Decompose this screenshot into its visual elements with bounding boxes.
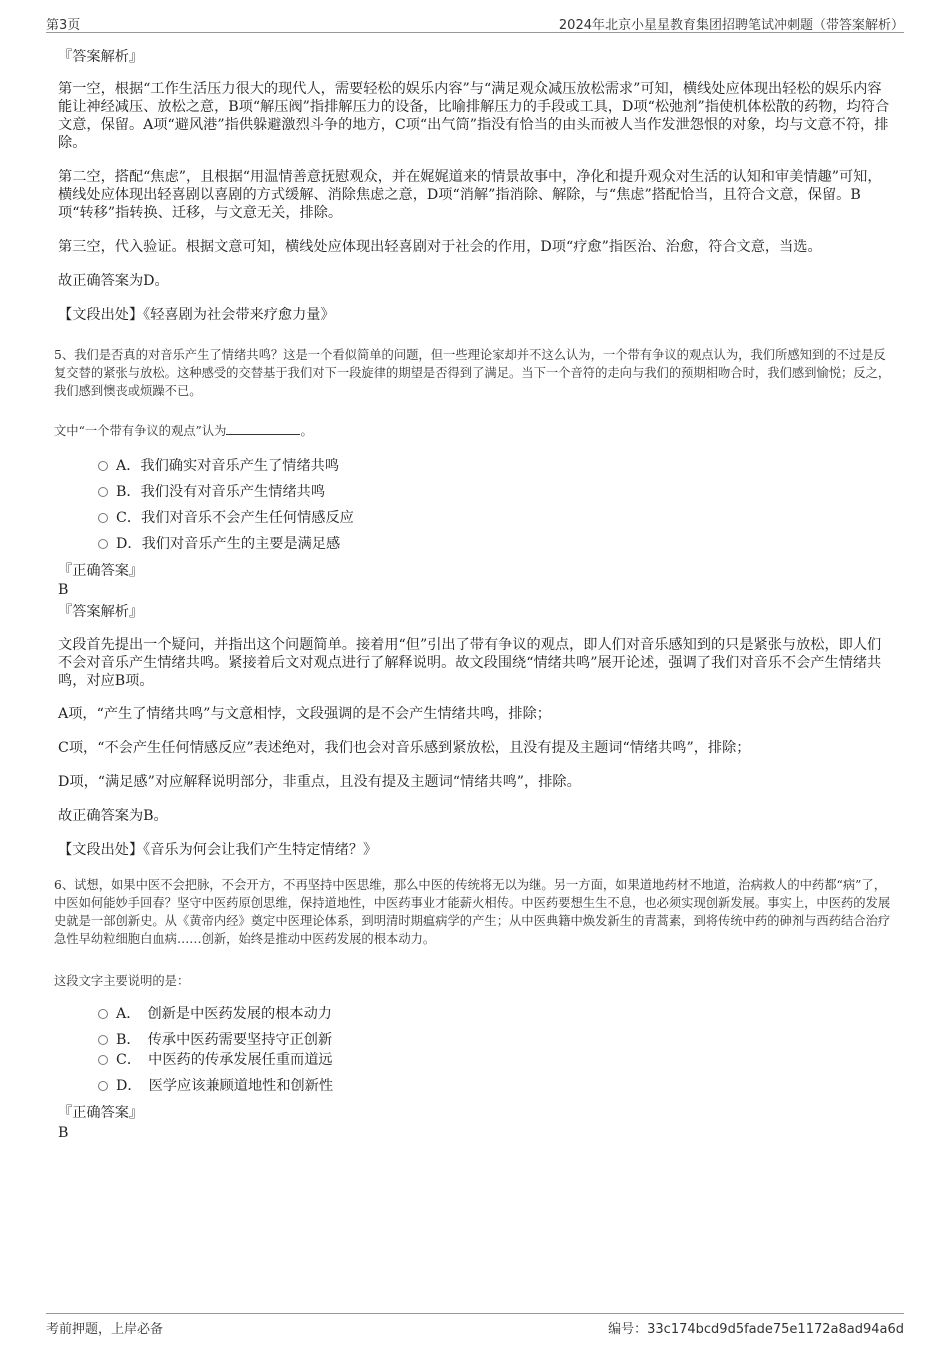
option-d[interactable]: D．我们对音乐产生的主要是满足感 — [98, 534, 340, 554]
option-c[interactable]: C． 中医药的传承发展任重而道远 — [98, 1050, 333, 1070]
radio-icon[interactable] — [98, 513, 108, 523]
analysis-paragraph: 第三空，代入验证。根据文意可知，横线处应体现出轻喜剧对于社会的作用，D项“疗愈”指医治、治愈，符合文意，当选。 — [58, 239, 822, 255]
page-header — [46, 14, 904, 33]
option-a[interactable]: A． 创新是中医药发展的根本动力 — [98, 1004, 332, 1024]
analysis-paragraph: 第二空，搭配“焦虑”，且根据“用温情善意抚慰观众，并在娓娓道来的情景故事中，净化和提升观众对生活的认知和审美情趣”可知，横线处应体现出轻喜剧以喜剧的方式缓解、消除焦虑之意，D项“消解”指消除、解除，与“焦虑”搭配恰当，且符合文意，保留。B项“转移”指转换、迁移，与文意无关，排除。 — [58, 169, 882, 221]
answer-blank — [226, 424, 300, 435]
answer-tag: 『正确答案』 — [58, 563, 144, 579]
answer-conclusion: 故正确答案为D。 — [58, 273, 169, 289]
analysis-tag: 『答案解析』 — [58, 49, 144, 65]
correct-answer: B — [58, 1125, 69, 1141]
option-c[interactable]: C．我们对音乐不会产生任何情感反应 — [98, 508, 354, 528]
radio-icon[interactable] — [98, 461, 108, 471]
option-a[interactable]: A．我们确实对音乐产生了情绪共鸣 — [98, 456, 339, 476]
correct-answer: B — [58, 582, 69, 598]
source-citation: 【文段出处】《轻喜剧为社会带来疗愈力量》 — [58, 307, 335, 323]
analysis-paragraph: D项，“满足感”对应解释说明部分，非重点，且没有提及主题词“情绪共鸣”，排除。 — [58, 774, 581, 790]
question-stem: 这段文字主要说明的是： — [54, 974, 190, 988]
radio-icon[interactable] — [98, 539, 108, 549]
answer-tag: 『正确答案』 — [58, 1105, 144, 1121]
footer-slogan: 考前押题，上岸必备 — [46, 1322, 164, 1337]
page-number: 第3页 — [46, 18, 81, 33]
analysis-paragraph: C项，“不会产生任何情感反应”表述绝对，我们也会对音乐感到紧放松，且没有提及主题词“情绪共鸣”，排除； — [58, 740, 751, 756]
document-code: 编号：33c174bcd9d5fade75e1172a8ad94a6d — [608, 1322, 904, 1337]
analysis-paragraph: A项，“产生了情绪共鸣”与文意相悖，文段强调的是不会产生情绪共鸣，排除； — [58, 706, 551, 722]
radio-icon[interactable] — [98, 487, 108, 497]
radio-icon[interactable] — [98, 1035, 108, 1045]
radio-icon[interactable] — [98, 1009, 108, 1019]
radio-icon[interactable] — [98, 1081, 108, 1091]
radio-icon[interactable] — [98, 1055, 108, 1065]
option-b[interactable]: B． 传承中医药需要坚持守正创新 — [98, 1030, 332, 1050]
analysis-tag: 『答案解析』 — [58, 604, 144, 620]
page-footer — [46, 1313, 904, 1336]
question-text: 6、试想，如果中医不会把脉，不会开方，不再坚持中医思维，那么中医的传统将无以为继。另一方面，如果道地药材不地道，治病救人的中药都“病”了，中医如何能妙手回春？坚守中医药原创思维，保持道地性，中医药事业才能薪火相传。中医药要想生生不息，也必须实现创新发展。事实上，中医药的发展史就是一部创新史。从《黄帝内经》奠定中医理论体系，到明清时期瘟病学的产生；从中医典籍中焕发新生的青蒿素，到将传统中药的砷剂与西药结合治疗急性早幼粒细胞白血病……创新，始终是推动中医药发展的根本动力。 — [54, 878, 891, 946]
source-citation: 【文段出处】《音乐为何会让我们产生特定情绪？》 — [58, 842, 378, 858]
analysis-paragraph: 第一空，根据“工作生活压力很大的现代人，需要轻松的娱乐内容”与“满足观众减压放松需求”可知，横线处应体现出轻松的娱乐内容能让神经减压、放松之意，B项“解压阀”指排解压力的设备，比喻排解压力的手段或工具，D项“松弛剂”指使机体松散的药物，均符合文意，保留。A项“避风港”指供躲避激烈斗争的地方，C项“出气筒”指没有恰当的由头而被人当作发泄怨恨的对象，均与文意不符，排除。 — [58, 81, 890, 151]
option-d[interactable]: D． 医学应该兼顾道地性和创新性 — [98, 1076, 333, 1096]
answer-conclusion: 故正确答案为B。 — [58, 808, 168, 824]
analysis-paragraph: 文段首先提出一个疑问，并指出这个问题简单。接着用“但”引出了带有争议的观点，即人们对音乐感知到的只是紧张与放松，即人们不会对音乐产生情绪共鸣。紧接着后文对观点进行了解释说明。故文段围绕“情绪共鸣”展开论述，强调了我们对音乐不会产生情绪共鸣，对应B项。 — [58, 637, 882, 689]
option-b[interactable]: B．我们没有对音乐产生情绪共鸣 — [98, 482, 325, 502]
question-stem: 文中“一个带有争议的观点”认为 。 — [54, 424, 313, 438]
question-text: 5、我们是否真的对音乐产生了情绪共鸣？这是一个看似简单的问题，但一些理论家却并不这么认为，一个带有争议的观点认为，我们所感知到的不过是反复交替的紧张与放松。这种感受的交替基于我们对下一段旋律的期望是否得到了满足。当下一个音符的走向与我们的预期相吻合时，我们感到愉悦；反之，我们感到懊丧或烦躁不已。 — [54, 348, 891, 398]
document-title: 2024年北京小星星教育集团招聘笔试冲刺题（带答案解析） — [558, 18, 904, 33]
